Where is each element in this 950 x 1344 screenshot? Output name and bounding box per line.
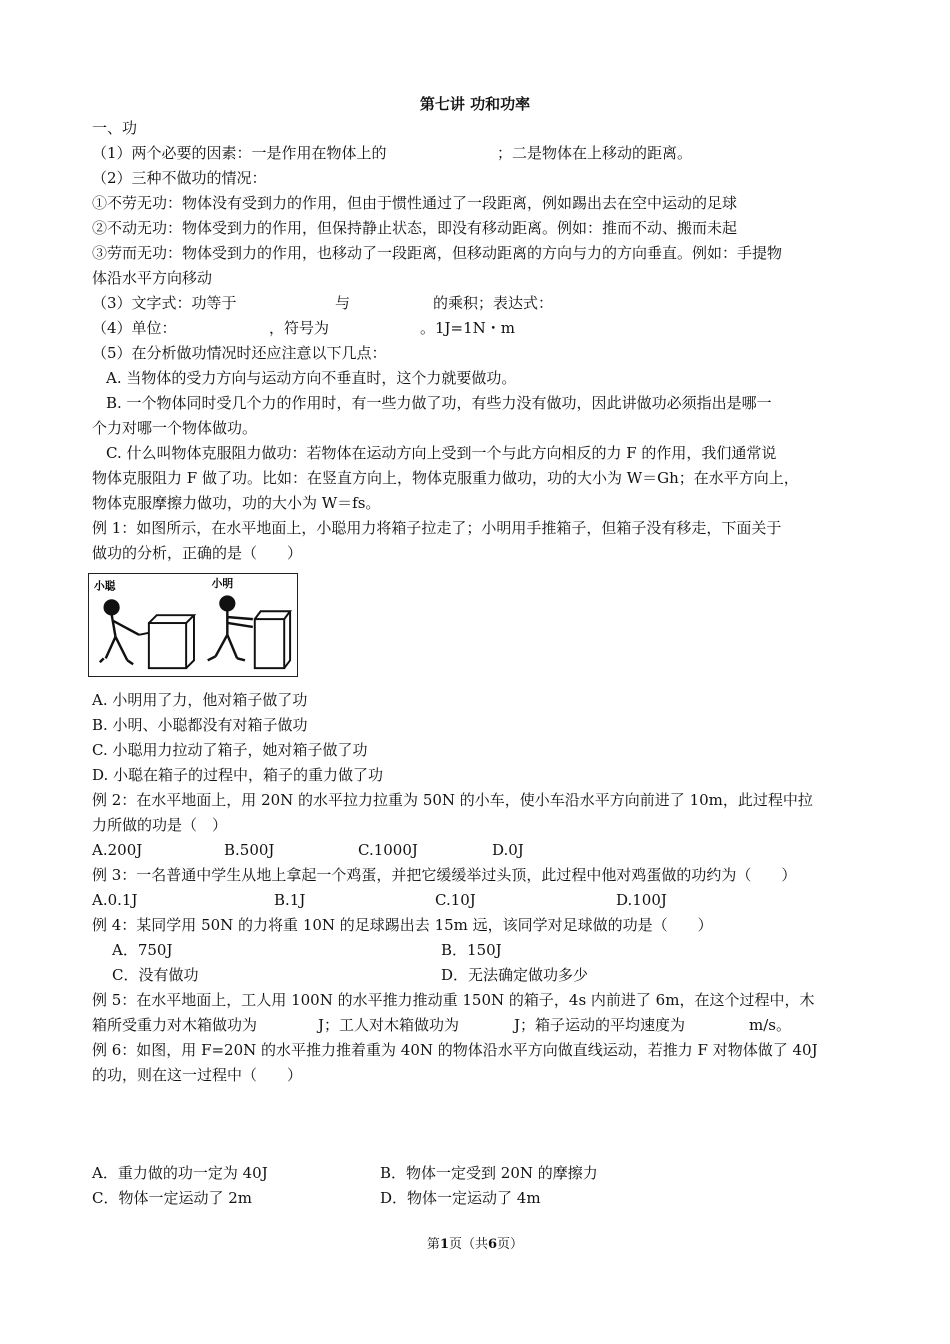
example-5-question-part-a: 箱所受重力对木箱做功为 (92, 1016, 258, 1034)
para-7c: 。1J=1N・m (420, 319, 516, 337)
box-pull-push-illustration (89, 574, 297, 676)
example-1-option-c: C. 小聪用力拉动了箱子，她对箱子做了功 (92, 741, 368, 759)
note-b-line2: 个力对哪一个物体做功。 (92, 419, 258, 437)
example-2-question-line1: 例 2：在水平地面上，用 20N 的水平拉力拉重为 50N 的小车，使小车沿水平方向前进了 10m，此过程中拉 (92, 791, 813, 809)
example-2-option-a: A.200J (92, 841, 143, 859)
example-2-question-line2: 力所做的功是（ ） (92, 816, 228, 834)
example-6-option-b: B．物体一定受到 20N 的摩擦力 (380, 1164, 598, 1182)
para-5-line1: ③劳而无功：物体受到力的作用，也移动了一段距离，但移动距离的方向与力的方向垂直。例如：手提物 (92, 244, 783, 262)
example-5-question-part-b: J；工人对木箱做功为 (318, 1016, 460, 1034)
note-c-line1: C. 什么叫物体克服阻力做功：若物体在运动方向上受到一个与此方向相反的力 F 的作用，我们通常说 (106, 444, 777, 462)
para-6a: （3）文字式：功等于 (92, 294, 237, 312)
example-5-question-part-d: m/s。 (749, 1016, 791, 1034)
box-left-figure (139, 615, 194, 668)
example-6-question-line2: 的功，则在这一过程中（ ） (92, 1066, 303, 1084)
page-footer (0, 1233, 950, 1252)
example-4-option-d: D．无法确定做功多少 (441, 966, 589, 984)
footer-page-number: 1 (439, 1237, 449, 1252)
example-3-option-d: D.100J (616, 891, 667, 909)
example-4-option-b: B．150J (441, 941, 502, 959)
box-right-figure (255, 611, 290, 668)
section-heading: 一、功 (92, 119, 138, 137)
note-a: A. 当物体的受力方向与运动方向不垂直时，这个力就要做功。 (106, 369, 517, 387)
example-4-question: 例 4：某同学用 50N 的力将重 10N 的足球踢出去 15m 远，该同学对足球做的功是（ ） (92, 916, 713, 934)
example-2-option-b: B.500J (224, 841, 275, 859)
example-2-option-c: C.1000J (358, 841, 418, 859)
para-5-line2: 体沿水平方向移动 (92, 269, 213, 287)
example-5-question-part-c: J；箱子运动的平均速度为 (514, 1016, 686, 1034)
figure-label-left: 小聪 (93, 579, 116, 593)
para-8: （5）在分析做功情况时还应注意以下几点： (92, 344, 387, 362)
note-c-line2: 物体克服阻力 F 做了功。比如：在竖直方向上，物体克服重力做功，功的大小为 W＝Gh；在水平方向上， (92, 469, 799, 487)
example-6-question-line1: 例 6：如图，用 F=20N 的水平推力推着重为 40N 的物体沿水平方向做直线运动，若推力 F 对物体做了 40J (92, 1041, 818, 1059)
figure-label-right: 小明 (211, 576, 234, 590)
example-3-option-a: A.0.1J (92, 891, 138, 909)
person-pulling-figure (100, 600, 139, 664)
example-1-option-b: B. 小明、小聪都没有对箱子做功 (92, 716, 308, 734)
para-2: （2）三种不做功的情况： (92, 169, 267, 187)
example-6-option-c: C．物体一定运动了 2m (92, 1189, 253, 1207)
para-7b: ，符号为 (269, 319, 330, 337)
para-4: ②不动无功：物体受到力的作用，但保持静止状态，即没有移动距离。例如：推而不动、搬而未起 (92, 219, 738, 237)
example-6-option-a: A．重力做的功一定为 40J (92, 1164, 268, 1182)
para-6b: 与 (335, 294, 351, 312)
note-b-line1: B. 一个物体同时受几个力的作用时，有一些力做了功，有些力没有做功，因此讲做功必须指出是哪一 (106, 394, 772, 412)
para-1-end: ；二是物体在上移动的距离。 (497, 144, 693, 162)
footer-total-pages: 6 (488, 1237, 498, 1252)
person-pushing-figure (208, 597, 253, 661)
note-c-line3: 物体克服摩擦力做功，功的大小为 W＝fs。 (92, 494, 381, 512)
example-3-option-c: C.10J (435, 891, 476, 909)
example-1-option-a: A. 小明用了力，他对箱子做了功 (92, 691, 308, 709)
example-2-option-d: D.0J (492, 841, 524, 859)
para-6c: 的乘积；表达式： (433, 294, 554, 312)
footer-middle: 页（共 (448, 1237, 488, 1252)
example-1-question-line1: 例 1：如图所示，在水平地面上，小聪用力将箱子拉走了；小明用手推箱子，但箱子没有移走，下面关于 (92, 519, 782, 537)
example-4-option-a: A．750J (112, 941, 173, 959)
example-1-question-line2: 做功的分析，正确的是（ ） (92, 544, 303, 562)
example-6-option-d: D．物体一定运动了 4m (380, 1189, 541, 1207)
example-1-figure (88, 573, 298, 677)
example-1-option-d: D. 小聪在箱子的过程中，箱子的重力做了功 (92, 766, 384, 784)
footer-suffix: 页） (497, 1237, 524, 1252)
para-1: （1）两个必要的因素：一是作用在物体上的 (92, 144, 387, 162)
para-7a: （4）单位： (92, 319, 177, 337)
footer-prefix: 第 (426, 1237, 440, 1252)
page-title: 第七讲 功和功率 (419, 95, 531, 113)
para-3: ①不劳无功：物体没有受到力的作用，但由于惯性通过了一段距离，例如踢出去在空中运动的足球 (92, 194, 738, 212)
example-4-option-c: C．没有做功 (112, 966, 199, 984)
example-3-question: 例 3：一名普通中学生从地上拿起一个鸡蛋，并把它缓缓举过头顶，此过程中他对鸡蛋做的功约为（ ） (92, 866, 797, 884)
example-3-option-b: B.1J (274, 891, 306, 909)
example-5-question-line1: 例 5：在水平地面上，工人用 100N 的水平推力推动重 150N 的箱子，4s 内前进了 6m，在这个过程中，木 (92, 991, 815, 1009)
